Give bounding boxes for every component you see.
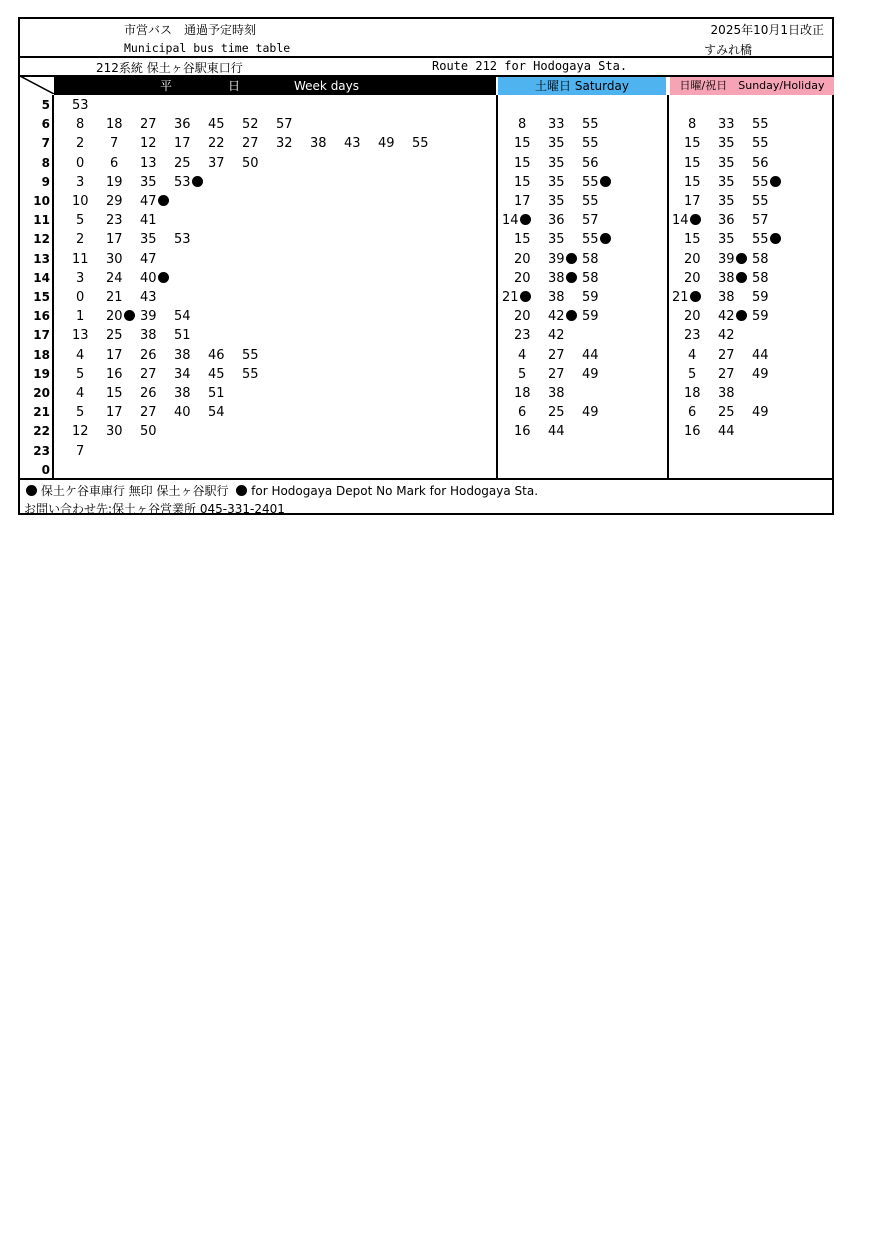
minute-value: 26 <box>140 386 157 401</box>
minute-value: 53 <box>174 174 191 190</box>
minute-value: 27 <box>140 366 157 382</box>
departure-minute <box>548 422 588 441</box>
minute-value: 2 <box>76 136 85 152</box>
departure-minute <box>140 250 180 269</box>
depot-dot-icon <box>158 195 169 206</box>
minute-value: 55 <box>752 194 769 209</box>
departure-minute <box>752 269 792 288</box>
minute-value: 21 <box>106 290 123 305</box>
hour-label: 20 <box>33 386 50 400</box>
minute-value: 20 <box>684 251 701 267</box>
minute-value: 13 <box>72 328 89 344</box>
minute-value: 17 <box>106 405 123 421</box>
minute-value: 21 <box>672 290 689 305</box>
minute-value: 1 <box>76 309 85 325</box>
hour-label: 17 <box>33 328 50 343</box>
minute-value: 15 <box>514 155 531 171</box>
minute-value: 25 <box>174 155 191 171</box>
minute-value: 57 <box>752 213 769 229</box>
minute-value: 52 <box>242 117 259 133</box>
divider <box>20 56 832 58</box>
departure-minute <box>582 307 622 326</box>
minute-value: 55 <box>752 232 769 248</box>
depot-dot-icon <box>520 214 531 225</box>
minute-value: 37 <box>208 155 225 171</box>
depot-dot-icon <box>566 253 577 264</box>
minute-value: 15 <box>514 136 531 152</box>
minute-value: 49 <box>752 405 769 421</box>
departure-minute <box>174 230 214 249</box>
depot-dot-icon <box>192 176 203 187</box>
minute-value: 40 <box>140 270 157 286</box>
route-en: Route 212 for Hodogaya Sta. <box>432 59 628 73</box>
departure-minute <box>548 326 588 345</box>
minute-value: 54 <box>208 405 225 421</box>
minute-value: 49 <box>582 405 599 421</box>
departure-minute <box>140 192 180 211</box>
minute-value: 4 <box>76 386 85 401</box>
minute-value: 38 <box>310 136 327 152</box>
minute-value: 59 <box>582 309 599 325</box>
departure-minute <box>208 403 248 422</box>
departure-minute <box>582 288 622 307</box>
minute-value: 23 <box>684 328 701 344</box>
minute-value: 55 <box>242 347 259 363</box>
minute-value: 25 <box>106 328 123 344</box>
minute-value: 55 <box>242 366 259 382</box>
minute-value: 35 <box>718 136 735 152</box>
departure-minute <box>582 134 622 153</box>
departure-minute <box>752 115 792 134</box>
minute-value: 38 <box>718 290 735 305</box>
depot-dot-icon <box>566 272 577 283</box>
minute-value: 47 <box>140 194 157 209</box>
depot-dot-icon <box>236 485 247 496</box>
hour-label: 6 <box>41 117 50 132</box>
minute-value: 5 <box>76 405 85 421</box>
hour-label: 21 <box>33 405 50 420</box>
minute-value: 8 <box>518 117 527 133</box>
departure-minute <box>752 134 792 153</box>
depot-dot-icon <box>520 291 531 302</box>
minute-value: 35 <box>548 174 565 190</box>
departure-minute <box>174 326 214 345</box>
minute-value: 4 <box>518 347 527 363</box>
departure-minute <box>140 269 180 288</box>
hour-label: 9 <box>41 174 50 189</box>
hour-label: 10 <box>33 194 50 208</box>
departure-minute <box>582 269 622 288</box>
departure-minute <box>502 211 542 230</box>
depot-dot-icon <box>600 176 611 187</box>
minute-value: 55 <box>412 136 429 152</box>
minute-value: 17 <box>174 136 191 152</box>
weekday-label-ja-1: 平 <box>160 79 173 93</box>
weekday-band <box>54 77 496 95</box>
minute-value: 7 <box>76 443 85 459</box>
minute-value: 55 <box>752 117 769 133</box>
departure-minute <box>276 115 316 134</box>
minute-value: 18 <box>106 117 123 133</box>
minute-value: 16 <box>106 366 123 382</box>
minute-value: 26 <box>140 347 157 363</box>
minute-value: 5 <box>688 366 697 382</box>
minute-value: 20 <box>514 270 531 286</box>
minute-value: 49 <box>582 366 599 382</box>
minute-value: 0 <box>76 290 85 305</box>
minute-value: 15 <box>684 155 701 171</box>
depot-dot-icon <box>690 291 701 302</box>
minute-value: 39 <box>548 251 565 267</box>
minute-value: 59 <box>582 290 599 305</box>
departure-minute <box>752 365 792 384</box>
minute-value: 55 <box>582 194 599 209</box>
minute-value: 54 <box>174 309 191 325</box>
title-ja: 市営バス 通過予定時刻 <box>124 23 257 37</box>
minute-value: 15 <box>514 232 531 248</box>
departure-minute <box>718 384 758 403</box>
minute-value: 25 <box>548 405 565 421</box>
departure-minute <box>242 154 282 173</box>
route-ja: 212系統 保土ヶ谷駅東口行 <box>96 61 243 75</box>
minute-value: 15 <box>684 136 701 152</box>
minute-value: 15 <box>684 174 701 190</box>
minute-value: 21 <box>502 290 519 305</box>
depot-dot-icon <box>690 214 701 225</box>
minute-value: 35 <box>548 232 565 248</box>
departure-minute <box>174 173 214 192</box>
minute-value: 56 <box>582 155 599 171</box>
departure-minute <box>208 384 248 403</box>
hour-label: 7 <box>41 136 50 151</box>
departure-minute <box>752 250 792 269</box>
departure-minute <box>752 403 792 422</box>
minute-value: 43 <box>344 136 361 152</box>
minute-value: 35 <box>140 232 157 248</box>
minute-value: 42 <box>548 309 565 325</box>
minute-value: 44 <box>718 424 735 440</box>
minute-value: 5 <box>76 366 85 382</box>
saturday-divider <box>496 95 498 479</box>
hour-label: 23 <box>33 443 50 458</box>
minute-value: 36 <box>718 213 735 229</box>
departure-minute <box>140 211 180 230</box>
departure-minute <box>76 442 116 461</box>
departure-minute <box>412 134 452 153</box>
departure-minute <box>582 154 622 173</box>
minute-value: 44 <box>582 347 599 363</box>
weekday-label-ja-2: 日 <box>228 79 241 93</box>
hour-divider <box>52 95 54 479</box>
legend-ja: 保土ケ谷車庫行 無印 保土ヶ谷駅行 <box>40 484 229 498</box>
minute-value: 6 <box>518 405 527 421</box>
minute-value: 8 <box>76 117 85 133</box>
minute-value: 16 <box>684 424 701 440</box>
minute-value: 55 <box>582 117 599 133</box>
minute-value: 10 <box>72 194 89 209</box>
departure-minute <box>582 230 622 249</box>
minute-value: 45 <box>208 117 225 133</box>
minute-value: 5 <box>76 213 85 229</box>
departure-minute <box>140 422 180 441</box>
minute-value: 22 <box>208 136 225 152</box>
minute-value: 32 <box>276 136 293 152</box>
minute-value: 55 <box>752 136 769 152</box>
depot-dot-icon <box>770 233 781 244</box>
minute-value: 6 <box>110 155 119 171</box>
minute-value: 50 <box>242 155 259 171</box>
minute-value: 18 <box>684 386 701 401</box>
minute-value: 49 <box>378 136 395 152</box>
minute-value: 53 <box>174 232 191 248</box>
minute-value: 38 <box>548 270 565 286</box>
stop-name: すみれ橋 <box>704 43 753 57</box>
divider <box>20 478 832 480</box>
departure-minute <box>752 154 792 173</box>
departure-minute <box>718 422 758 441</box>
minute-value: 46 <box>208 347 225 363</box>
hour-label: 22 <box>33 424 50 439</box>
minute-value: 27 <box>140 405 157 421</box>
departure-minute <box>140 288 180 307</box>
minute-value: 53 <box>72 98 89 113</box>
minute-value: 27 <box>242 136 259 152</box>
departure-minute <box>242 346 282 365</box>
minute-value: 27 <box>718 366 735 382</box>
minute-value: 35 <box>548 155 565 171</box>
minute-value: 55 <box>752 174 769 190</box>
minute-value: 11 <box>72 251 89 267</box>
minute-value: 4 <box>76 347 85 363</box>
minute-value: 39 <box>718 251 735 267</box>
minute-value: 20 <box>684 309 701 325</box>
minute-value: 35 <box>718 174 735 190</box>
minute-value: 58 <box>582 251 599 267</box>
minute-value: 38 <box>174 386 191 401</box>
title-en: Municipal bus time table <box>124 41 291 55</box>
minute-value: 41 <box>140 213 157 229</box>
minute-value: 55 <box>582 136 599 152</box>
minute-value: 23 <box>514 328 531 344</box>
minute-value: 15 <box>106 386 123 401</box>
minute-value: 16 <box>514 424 531 440</box>
minute-value: 38 <box>140 328 157 344</box>
departure-minute <box>718 326 758 345</box>
departure-minute <box>548 384 588 403</box>
minute-value: 27 <box>718 347 735 363</box>
departure-minute <box>752 230 792 249</box>
minute-value: 13 <box>140 155 157 171</box>
minute-value: 58 <box>582 270 599 286</box>
hour-label: 5 <box>41 98 50 112</box>
depot-dot-icon <box>770 176 781 187</box>
minute-value: 55 <box>582 174 599 190</box>
minute-value: 6 <box>688 405 697 421</box>
minute-value: 38 <box>718 270 735 286</box>
depot-dot-icon <box>566 310 577 321</box>
minute-value: 35 <box>718 155 735 171</box>
minute-value: 33 <box>548 117 565 133</box>
minute-value: 35 <box>718 194 735 209</box>
minute-value: 23 <box>106 213 123 229</box>
minute-value: 51 <box>174 328 191 344</box>
minute-value: 42 <box>548 328 565 344</box>
minute-value: 12 <box>72 424 89 440</box>
hour-label: 18 <box>33 347 50 362</box>
departure-minute <box>752 192 792 211</box>
minute-value: 36 <box>174 117 191 133</box>
minute-value: 8 <box>688 117 697 133</box>
minute-value: 14 <box>672 213 689 229</box>
departure-minute <box>752 288 792 307</box>
minute-value: 15 <box>684 232 701 248</box>
minute-value: 27 <box>548 347 565 363</box>
minute-value: 3 <box>76 174 85 190</box>
minute-value: 58 <box>752 270 769 286</box>
departure-minute <box>582 192 622 211</box>
minute-value: 27 <box>548 366 565 382</box>
minute-value: 42 <box>718 309 735 325</box>
depot-dot-icon <box>736 310 747 321</box>
minute-value: 17 <box>684 194 701 209</box>
departure-minute <box>752 307 792 326</box>
minute-value: 19 <box>106 174 123 190</box>
legend-en: for Hodogaya Depot No Mark for Hodogaya Sta. <box>251 484 539 498</box>
minute-value: 7 <box>110 136 119 152</box>
depot-dot-icon <box>26 485 37 496</box>
hour-label: 0 <box>41 462 50 477</box>
minute-value: 38 <box>174 347 191 363</box>
minute-value: 59 <box>752 309 769 325</box>
hour-label: 15 <box>33 290 50 304</box>
minute-value: 30 <box>106 424 123 440</box>
minute-value: 43 <box>140 290 157 305</box>
minute-value: 14 <box>502 213 519 229</box>
departure-minute <box>582 365 622 384</box>
contact-info: お問い合わせ先:保土ヶ谷営業所 045-331-2401 <box>24 502 285 516</box>
minute-value: 38 <box>718 386 735 401</box>
minute-value: 30 <box>106 251 123 267</box>
hour-label: 13 <box>33 251 50 266</box>
minute-value: 44 <box>752 347 769 363</box>
minute-value: 35 <box>548 194 565 209</box>
saturday-band: 土曜日 Saturday <box>498 77 666 95</box>
departure-minute <box>582 346 622 365</box>
minute-value: 42 <box>718 328 735 344</box>
minute-value: 15 <box>514 174 531 190</box>
depot-dot-icon <box>124 310 135 321</box>
departure-minute <box>242 365 282 384</box>
minute-value: 35 <box>140 174 157 190</box>
departure-minute <box>582 403 622 422</box>
minute-value: 17 <box>106 347 123 363</box>
minute-value: 57 <box>276 117 293 133</box>
timetable <box>18 17 834 515</box>
minute-value: 20 <box>684 270 701 286</box>
depot-dot-icon <box>736 272 747 283</box>
minute-value: 58 <box>752 251 769 267</box>
minute-value: 0 <box>76 155 85 171</box>
departure-minute <box>672 211 712 230</box>
minute-value: 49 <box>752 366 769 382</box>
minute-value: 40 <box>174 405 191 421</box>
minute-value: 5 <box>518 366 527 382</box>
minute-value: 44 <box>548 424 565 440</box>
hour-label: 14 <box>33 270 50 285</box>
minute-value: 38 <box>548 386 565 401</box>
hour-label: 11 <box>33 213 50 228</box>
departure-minute <box>752 173 792 192</box>
minute-value: 56 <box>752 155 769 171</box>
minute-value: 20 <box>514 251 531 267</box>
weekday-label-en: Week days <box>294 79 360 93</box>
revision-date: 2025年10月1日改正 <box>710 23 824 37</box>
minute-value: 34 <box>174 366 191 382</box>
depot-dot-icon <box>736 253 747 264</box>
departure-minute <box>752 346 792 365</box>
departure-minute <box>752 211 792 230</box>
departure-minute <box>582 211 622 230</box>
minute-value: 20 <box>106 309 123 325</box>
minute-value: 20 <box>514 309 531 325</box>
departure-minute <box>582 173 622 192</box>
minute-value: 17 <box>514 194 531 209</box>
minute-value: 36 <box>548 213 565 229</box>
depot-dot-icon <box>600 233 611 244</box>
minute-value: 57 <box>582 213 599 229</box>
minute-value: 35 <box>548 136 565 152</box>
minute-value: 25 <box>718 405 735 421</box>
depot-dot-icon <box>158 272 169 283</box>
corner-diagonal <box>20 76 54 94</box>
departure-minute <box>502 288 542 307</box>
minute-value: 55 <box>582 232 599 248</box>
minute-value: 35 <box>718 232 735 248</box>
departure-minute <box>582 250 622 269</box>
departure-minute <box>582 115 622 134</box>
minute-value: 39 <box>140 309 157 325</box>
departure-minute <box>672 288 712 307</box>
hour-label: 19 <box>33 366 50 381</box>
departure-minute <box>72 96 112 115</box>
minute-value: 50 <box>140 424 157 440</box>
hour-label: 8 <box>41 155 50 170</box>
holiday-band: 日曜/祝日 Sunday/Holiday <box>670 77 834 95</box>
minute-value: 51 <box>208 386 225 401</box>
minute-value: 59 <box>752 290 769 305</box>
holiday-divider <box>667 95 669 479</box>
minute-value: 12 <box>140 136 157 152</box>
hour-label: 12 <box>33 232 50 247</box>
minute-value: 29 <box>106 194 123 209</box>
minute-value: 2 <box>76 232 85 248</box>
minute-value: 24 <box>106 270 123 286</box>
minute-value: 3 <box>76 270 85 286</box>
minute-value: 45 <box>208 366 225 382</box>
minute-value: 17 <box>106 232 123 248</box>
minute-value: 27 <box>140 117 157 133</box>
minute-value: 38 <box>548 290 565 305</box>
legend <box>26 482 538 499</box>
minute-value: 4 <box>688 347 697 363</box>
minute-value: 33 <box>718 117 735 133</box>
departure-minute <box>174 307 214 326</box>
hour-label: 16 <box>33 309 50 324</box>
minute-value: 47 <box>140 251 157 267</box>
minute-value: 18 <box>514 386 531 401</box>
